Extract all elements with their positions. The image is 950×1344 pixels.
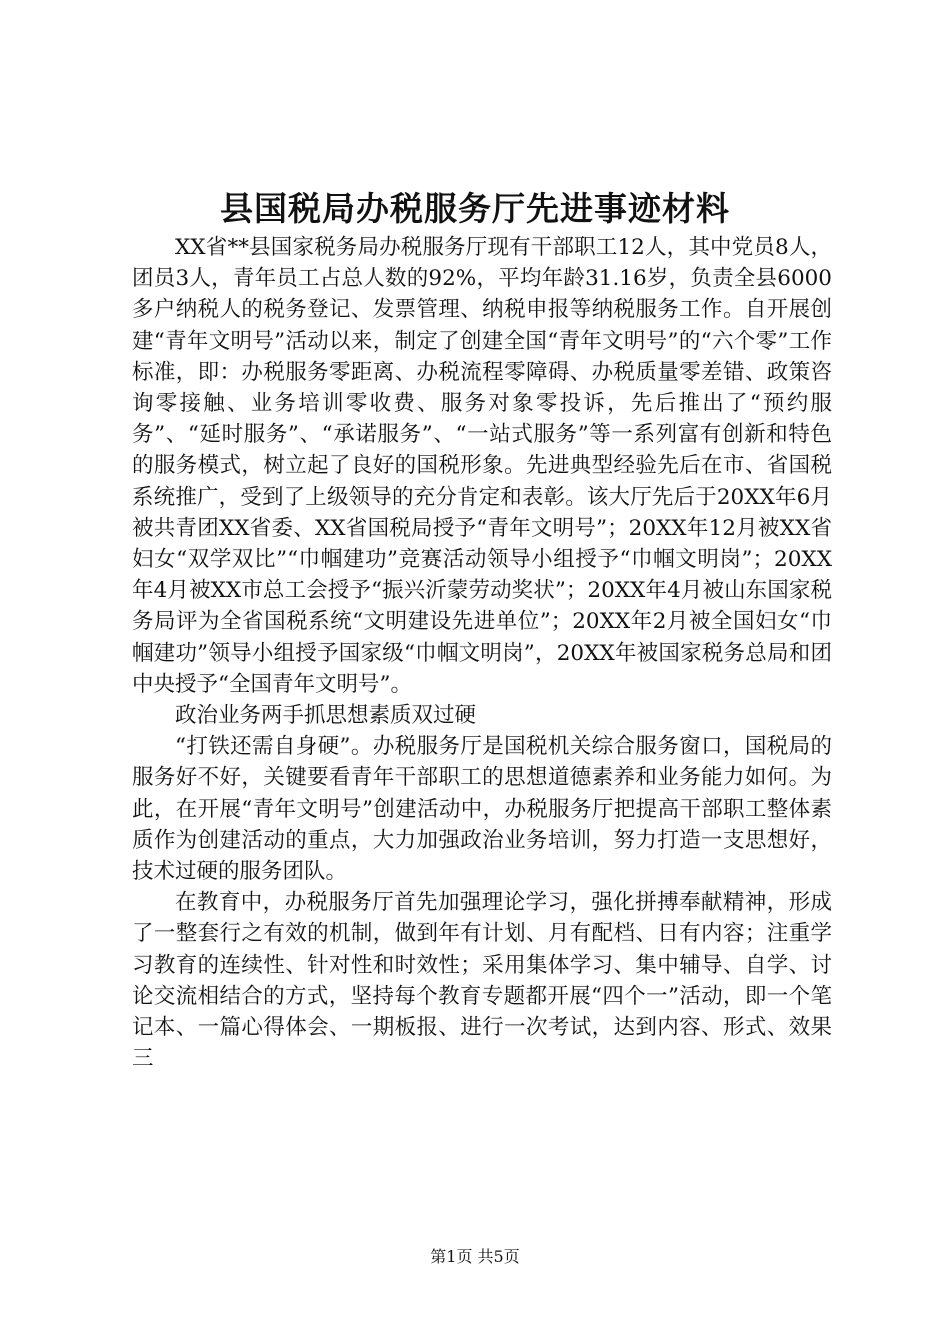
paragraph-intro: XX省**县国家税务局办税服务厅现有干部职工12人，其中党员8人，团员3人，青年员工占总人数的92%，平均年龄31.16岁，负责全县6000多户纳税人的税务登记、发票管理、纳税申报等纳税服务工作。自开展创建“青年文明号”活动以来，制定了创建全国“青年文明号”的“六个零”工作标准，即：办税服务零距离、办税流程零障碍、办税质量零差错、政策咨询零接触、业务培训零收费、服务对象零投诉，先后推出了“预约服务”、“延时服务”、“承诺服务”、“一站式服务”等一系列富有创新和特色的服务模式，树立起了良好的国税形象。先进典型经验先后在市、省国税系统推广，受到了上级领导的充分肯定和表彰。该大厅先后于20XX年6月被共青团XX省委、XX省国税局授予“青年文明号”；20XX年12月被XX省妇女“双学双比”“巾帼建功”竞赛活动领导小组授予“巾帼文明岗”；20XX年4月被XX市总工会授予“振兴沂蒙劳动奖状”；20XX年4月被山东国家税务局评为全省国税系统“文明建设先进单位”；20XX年2月被全国妇女“巾帼建功”领导小组授予国家级“巾帼文明岗”，20XX年被国家税务总局和团中央授予“全国青年文明号”。 <box>132 235 832 697</box>
section-heading: 政治业务两手抓思想素质双过硬 <box>175 703 477 729</box>
document-title: 县国税局办税服务厅先进事迹材料 <box>220 189 730 228</box>
paragraph-self-discipline: “打铁还需自身硬”。办税服务厅是国税机关综合服务窗口，国税局的服务好不好，关键要看青年干部职工的思想道德素养和业务能力如何。为此，在开展“青年文明号”创建活动中，办税服务厅把提高干部职工整体素质作为创建活动的重点，大力加强政治业务培训，努力打造一支思想好，技术过硬的服务团队。 <box>132 734 832 885</box>
paragraph-education: 在教育中，办税服务厅首先加强理论学习，强化拼搏奉献精神，形成了一整套行之有效的机制，做到年有计划、月有配档、日有内容；注重学习教育的连续性、针对性和时效性；采用集体学习、集中辅导、自学、讨论交流相结合的方式，坚持每个教育专题都开展“四个一”活动，即一个笔记本、一篇心得体会、一期板报、进行一次考试，达到内容、形式、效果三 <box>132 890 832 1072</box>
document-body <box>132 232 832 1074</box>
page-number: 第1页 共5页 <box>430 1247 520 1266</box>
